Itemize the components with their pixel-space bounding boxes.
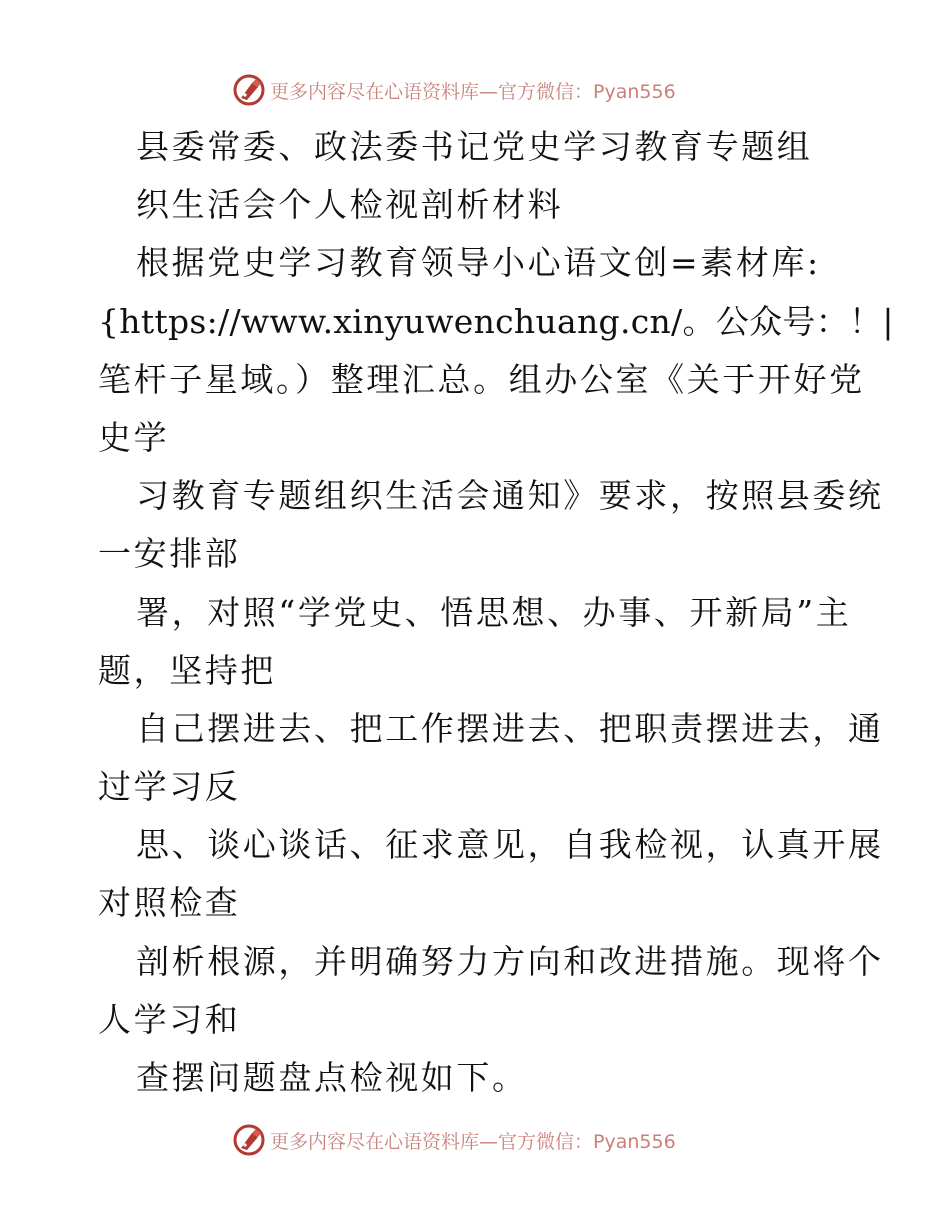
doc-paragraph-line: 笔杆子星域。）整理汇总。组办公室《关于开好党 — [98, 359, 865, 399]
doc-title-line-1: 县委常委、政法委书记党史学习教育专题组 — [136, 127, 813, 166]
pen-nib-circle-icon — [232, 73, 266, 107]
doc-paragraph-line: 剖析根源，并明确努力方向和改进措施。现将个 — [136, 941, 884, 981]
header-watermark — [232, 70, 712, 110]
doc-paragraph-line: 思、谈心谈话、征求意见，自我检视，认真开展 — [136, 825, 884, 865]
doc-paragraph-line: 习教育专题组织生活会通知》要求，按照县委统 — [136, 476, 884, 516]
doc-paragraph-line: 对照检查 — [98, 883, 241, 923]
pen-nib-circle-icon — [232, 1123, 266, 1157]
doc-paragraph-line: 一安排部 — [98, 534, 241, 574]
doc-paragraph-line: 查摆问题盘点检视如下。 — [136, 1058, 528, 1097]
document-body — [98, 118, 894, 1107]
doc-paragraph-line: {https://www.xinyuwenchuang.cn/。公众号：！| — [98, 301, 894, 341]
watermark-text: 更多内容尽在心语资料库—官方微信：Pyan556 — [270, 1130, 676, 1153]
doc-paragraph-line: 人学习和 — [98, 999, 241, 1039]
doc-title-line-2: 织生活会个人检视剖析材料 — [136, 185, 564, 225]
footer-watermark — [232, 1120, 712, 1160]
doc-paragraph-line: 题，坚持把 — [98, 650, 276, 690]
doc-paragraph-line: 过学习反 — [98, 767, 241, 807]
doc-paragraph-line: 史学 — [98, 417, 170, 457]
doc-paragraph-line: 署，对照“学党史、悟思想、办事、开新局”主 — [136, 592, 852, 632]
watermark-text: 更多内容尽在心语资料库—官方微信：Pyan556 — [270, 80, 676, 103]
doc-paragraph-line: 自己摆进去、把工作摆进去、把职责摆进去，通 — [136, 708, 884, 748]
doc-paragraph-line: 根据党史学习教育领导小心语文创=素材库: — [136, 243, 821, 283]
